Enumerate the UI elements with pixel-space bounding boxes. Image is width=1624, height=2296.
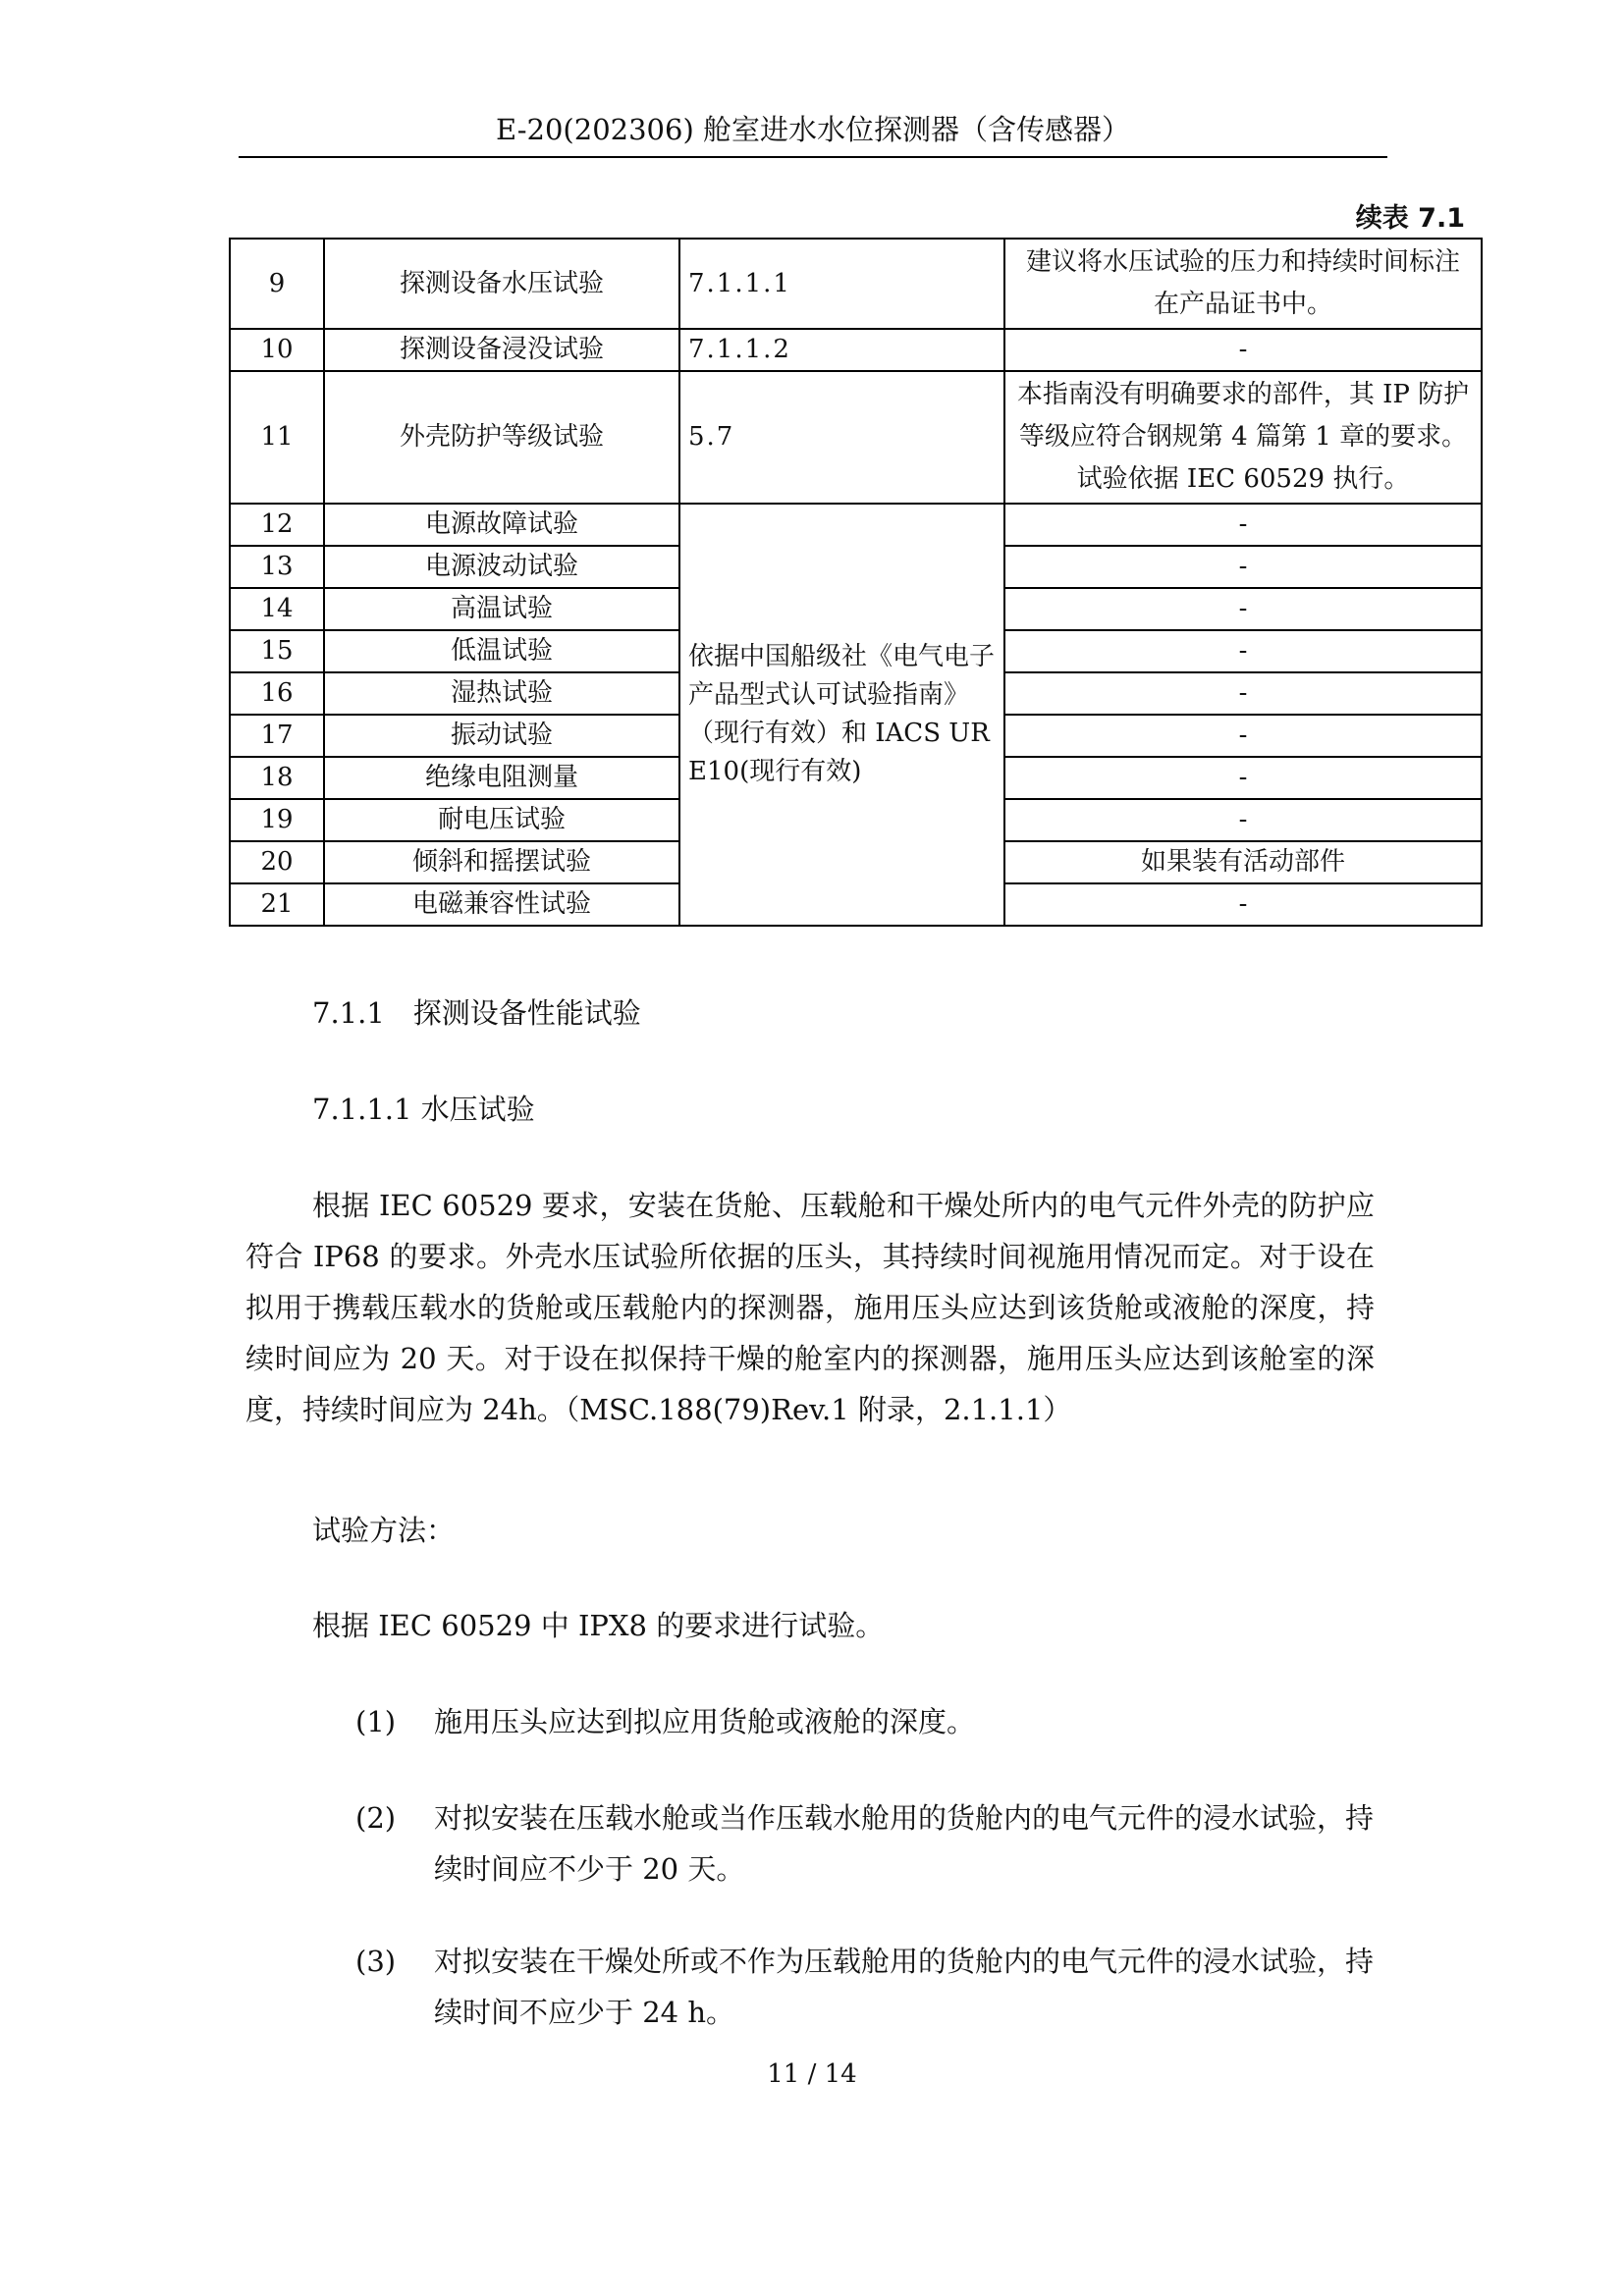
test-remark: 建议将水压试验的压力和持续时间标注在产品证书中。 [1004,239,1482,329]
test-reference: 7.1.1.2 [679,329,1004,371]
test-remark: 如果装有活动部件 [1004,841,1482,883]
list-item-text: 对拟安装在压载水舱或当作压载水舱用的货舱内的电气元件的浸水试验，持续时间应不少于 20 天。 [434,1801,1375,1886]
row-number: 20 [230,841,324,883]
row-number: 10 [230,329,324,371]
table-row [230,504,1482,546]
test-remark: - [1004,883,1482,926]
test-name: 振动试验 [324,715,679,757]
test-name: 外壳防护等级试验 [324,371,679,504]
test-reference: 7.1.1.1 [679,239,1004,329]
section-heading-7-1-1-1: 7.1.1.1 水压试验 [312,1093,535,1126]
row-number: 13 [230,546,324,588]
test-name: 电源波动试验 [324,546,679,588]
list-item-number: (3) [355,1945,397,1978]
test-remark: - [1004,546,1482,588]
table-caption: 续表 7.1 [1355,203,1465,234]
page-header: E-20(202306) 舱室进水水位探测器（含传感器） [496,113,1130,146]
test-items-table [229,238,1483,927]
table-row [230,329,1482,371]
row-number: 14 [230,588,324,630]
list-item [355,1792,1377,1895]
paragraph-test-method: 根据 IEC 60529 中 IPX8 的要求进行试验。 [312,1609,885,1642]
merged-test-reference: 依据中国船级社《电气电子产品型式认可试验指南》（现行有效）和 IACS UR E10(现行有效) [679,504,1004,926]
row-number: 18 [230,757,324,799]
test-name: 绝缘电阻测量 [324,757,679,799]
row-number: 16 [230,672,324,715]
test-name: 湿热试验 [324,672,679,715]
list-item-number: (2) [355,1801,397,1835]
test-name: 电磁兼容性试验 [324,883,679,926]
test-remark: - [1004,799,1482,841]
test-remark: - [1004,630,1482,672]
table-row [230,239,1482,329]
row-number: 15 [230,630,324,672]
test-remark: - [1004,757,1482,799]
list-item [355,1936,1377,2038]
list-item-text: 对拟安装在干燥处所或不作为压载舱用的货舱内的电气元件的浸水试验，持续时间不应少于 24 h。 [434,1945,1375,2029]
section-heading-7-1-1: 7.1.1 探测设备性能试验 [312,996,641,1030]
test-name: 低温试验 [324,630,679,672]
test-name: 耐电压试验 [324,799,679,841]
row-number: 12 [230,504,324,546]
test-name: 探测设备水压试验 [324,239,679,329]
test-remark: - [1004,588,1482,630]
row-number: 17 [230,715,324,757]
paragraph-requirements: 根据 IEC 60529 要求，安装在货舱、压载舱和干燥处所内的电气元件外壳的防护应符合 IP68 的要求。外壳水压试验所依据的压头，其持续时间视施用情况而定。对于设在拟用于携载压载水的货舱或压载舱内的探测器，施用压头应达到该货舱或液舱的深度，持续时间应为 20 天。对于设在拟保持干燥的舱室内的探测器，施用压头应达到该舱室的深度，持续时间应为 24h。（MSC.188(79)Rev.1 附录，2.1.1.1） [245,1189,1375,1426]
table-row [230,371,1482,504]
test-name: 倾斜和摇摆试验 [324,841,679,883]
row-number: 11 [230,371,324,504]
paragraph-test-method-label: 试验方法： [312,1514,456,1547]
list-item [355,1696,1377,1747]
test-name: 探测设备浸没试验 [324,329,679,371]
test-name: 电源故障试验 [324,504,679,546]
test-remark: - [1004,329,1482,371]
row-number: 9 [230,239,324,329]
list-item-number: (1) [355,1705,397,1738]
test-reference: 5.7 [679,371,1004,504]
row-number: 19 [230,799,324,841]
test-remark: - [1004,672,1482,715]
test-remark: - [1004,715,1482,757]
row-number: 21 [230,883,324,926]
test-remark: - [1004,504,1482,546]
page-number: 11 / 14 [767,2059,857,2089]
test-remark: 本指南没有明确要求的部件，其 IP 防护等级应符合钢规第 4 篇第 1 章的要求。试验依据 IEC 60529 执行。 [1004,371,1482,504]
test-name: 高温试验 [324,588,679,630]
list-item-text: 施用压头应达到拟应用货舱或液舱的深度。 [434,1705,976,1738]
header-rule [239,156,1387,158]
